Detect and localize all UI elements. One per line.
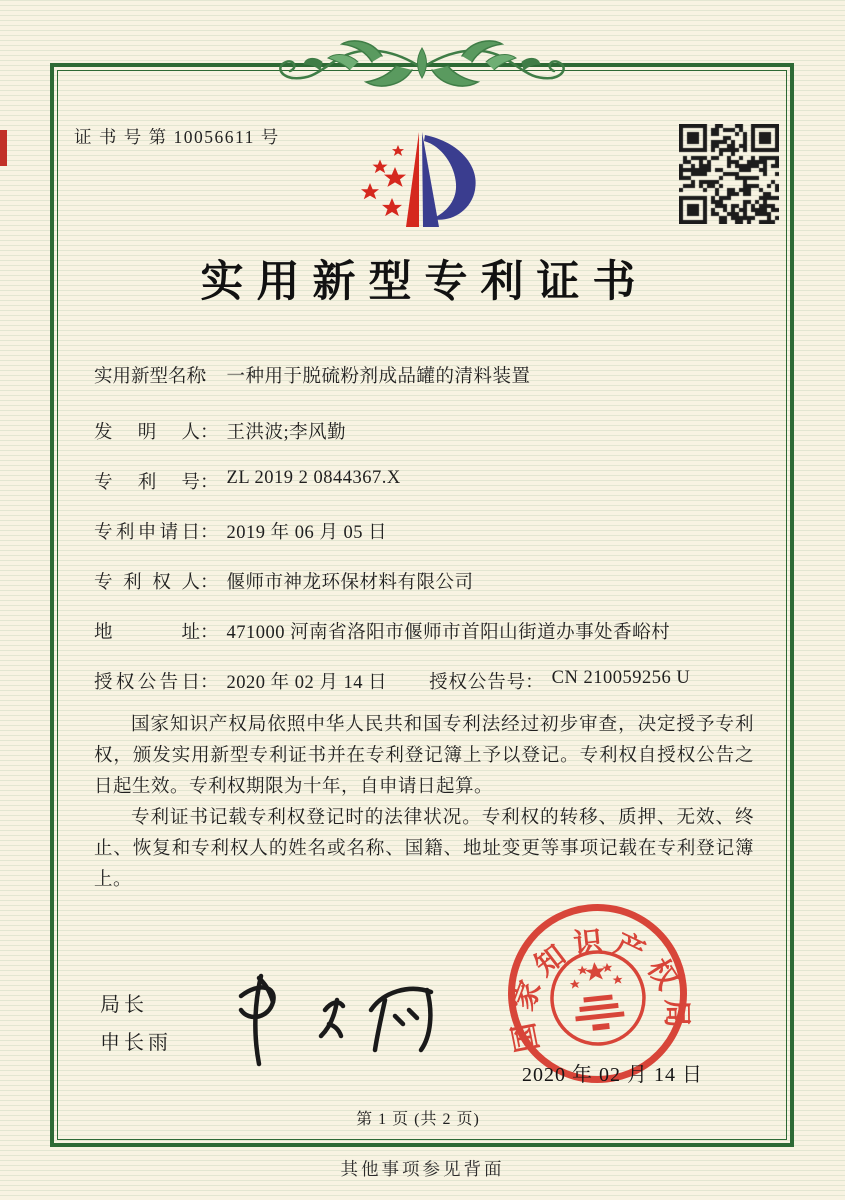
field-colon: ： (200, 423, 219, 443)
field-colon: ： (200, 367, 219, 387)
field-label: 地址 (94, 623, 200, 643)
seal-text: 国家知识产权局 (506, 925, 693, 1055)
field-colon: ： (200, 623, 219, 643)
certificate-number: 证 书 号 第 10056611 号 (74, 127, 280, 147)
field-colon: ： (200, 573, 219, 593)
field-label: 实用新型名称 (94, 367, 206, 387)
field-value: CN 210059256 U (551, 668, 691, 688)
director-signature (225, 966, 465, 1070)
field-value: ZL 2019 2 0844367.X (226, 468, 401, 488)
cnipa-logo-icon (347, 126, 497, 238)
director-block (100, 986, 172, 1062)
field-value: 王洪波;李风勤 (226, 423, 347, 443)
field-value: 2019 年 06 月 05 日 (226, 523, 388, 543)
field-row-address (94, 618, 759, 668)
field-value: 471000 河南省洛阳市偃师市首阳山街道办事处香峪村 (226, 623, 671, 643)
field-colon: ： (525, 673, 544, 693)
field-row-name (94, 362, 759, 418)
field-label: 发明人 (94, 423, 200, 443)
field-value: 一种用于脱硫粉剂成品罐的清料装置 (226, 367, 531, 387)
director-title: 局长 (100, 994, 148, 1016)
field-value: 2020 年 02 月 14 日 (226, 673, 388, 693)
field-label: 专利申请日 (94, 523, 200, 543)
red-edge-mark (0, 130, 7, 166)
legal-paragraph: 专利证书记载专利权登记时的法律状况。专利权的转移、质押、无效、终止、恢复和专利权人的姓名或名称、国籍、地址变更等事项记载在专利登记簿上。 (94, 808, 754, 890)
qr-code (679, 124, 779, 224)
field-row-filing-date (94, 518, 759, 568)
page-number: 第 1 页 (共 2 页) (356, 1111, 480, 1128)
field-colon: ： (200, 523, 219, 543)
legal-paragraph: 国家知识产权局依照中华人民共和国专利法经过初步审查，决定授予专利权，颁发实用新型专利证书并在专利登记簿上予以登记。专利权自授权公告之日起生效。专利权期限为十年，自申请日起算。 (94, 715, 754, 797)
legal-text-section (94, 710, 754, 896)
field-row-patentee (94, 568, 759, 618)
field-row-patent-no (94, 468, 759, 518)
field-label: 专利号 (94, 473, 200, 493)
field-colon: ： (200, 473, 219, 493)
field-value: 偃师市神龙环保材料有限公司 (226, 573, 474, 593)
issue-date: 2020 年 02 月 14 日 (522, 1064, 703, 1086)
certificate-title: 实用新型专利证书 (200, 259, 649, 306)
dragon-scroll-ornament-icon (262, 28, 582, 100)
field-colon: ： (200, 673, 219, 693)
field-row-inventor (94, 418, 759, 468)
field-grant-number (429, 668, 690, 694)
director-name: 申长雨 (100, 1032, 172, 1054)
fields-section (94, 362, 759, 718)
field-label: 授权公告号 (429, 673, 526, 693)
field-label: 专利权人 (94, 573, 200, 593)
field-label: 授权公告日 (94, 673, 200, 693)
back-note: 其他事项参见背面 (340, 1159, 505, 1179)
